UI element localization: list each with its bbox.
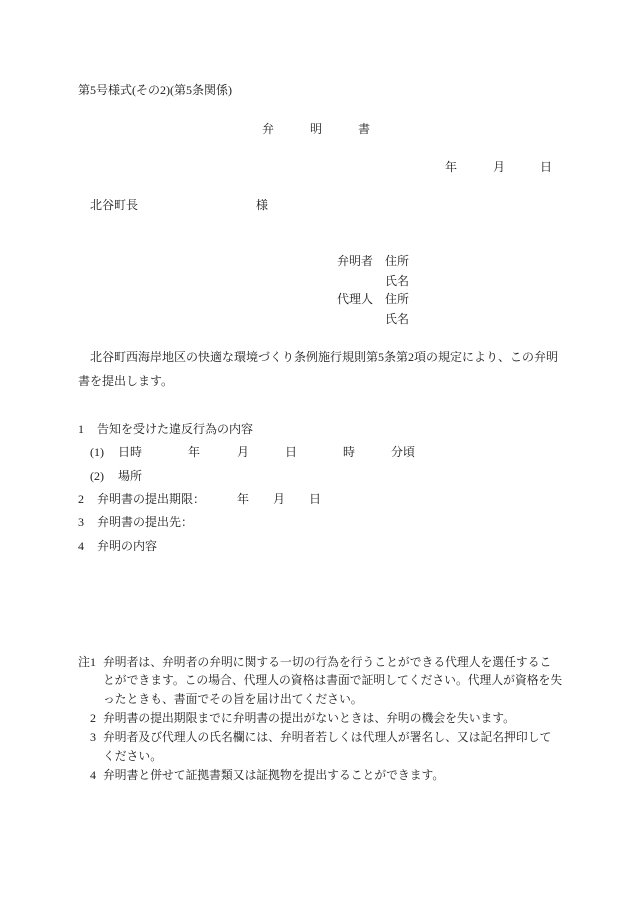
item-label: 弁明の内容: [97, 539, 158, 553]
form-number: 第5号様式(その2)(第5条関係): [78, 83, 232, 97]
item-number: 1: [78, 422, 84, 436]
date-month-label: 月: [493, 160, 506, 174]
agent-address-label: 住所: [385, 292, 410, 306]
subitem-number: (2): [90, 469, 104, 483]
subitem-datetime-label: 日時: [118, 445, 143, 459]
subitem-number: (1): [90, 445, 104, 459]
agent-name-label: 氏名: [385, 312, 410, 326]
datetime-year-label: 年: [188, 445, 201, 459]
applicant-name-label: 氏名: [385, 274, 410, 288]
deadline-month-label: 月: [273, 492, 286, 506]
note-line: とができます。この場合、代理人の資格は書面で証明してください。代理人が資格を失: [103, 673, 563, 687]
applicant-role: 弁明者: [337, 254, 374, 268]
note-number: 3: [90, 730, 96, 744]
document-title: 弁明書: [262, 122, 407, 136]
datetime-minute-label: 分頃: [391, 445, 416, 459]
applicant-address-label: 住所: [385, 254, 410, 268]
item-label: 弁明書の提出期限：: [97, 492, 206, 506]
note-line: 弁明者は、弁明者の弁明に関する一切の行為を行うことができる代理人を選任するこ: [103, 655, 552, 669]
item-label: 告知を受けた違反行為の内容: [97, 422, 254, 436]
subitem-place-label: 場所: [118, 469, 143, 483]
deadline-day-label: 日: [309, 492, 322, 506]
statement-line: 書を提出します。: [78, 374, 174, 388]
statement-line: 北谷町西海岸地区の快適な環境づくり条例施行規則第5条第2項の規定により、この弁明: [90, 350, 559, 364]
addressee-honorific: 様: [256, 198, 269, 212]
note-line: ったときも、書面でその旨を届け出てください。: [103, 692, 363, 706]
datetime-day-label: 日: [285, 445, 298, 459]
date-day-label: 日: [540, 160, 553, 174]
datetime-month-label: 月: [237, 445, 250, 459]
note-line: ください。: [103, 749, 162, 763]
item-number: 4: [78, 539, 84, 553]
agent-role: 代理人: [337, 292, 374, 306]
addressee-name: 北谷町長: [90, 198, 139, 212]
deadline-year-label: 年: [237, 492, 250, 506]
note-number: 2: [90, 711, 96, 725]
note-number: 4: [90, 768, 96, 782]
note-line: 弁明書と併せて証拠書類又は証拠物を提出することができます。: [103, 768, 445, 782]
item-number: 2: [78, 492, 84, 506]
datetime-hour-label: 時: [343, 445, 356, 459]
date-year-label: 年: [445, 160, 458, 174]
item-label: 弁明書の提出先：: [97, 515, 194, 529]
item-number: 3: [78, 515, 84, 529]
note-number: 注1: [78, 655, 97, 669]
note-line: 弁明者及び代理人の氏名欄には、弁明者若しくは代理人が署名し、又は記名押印して: [103, 730, 552, 744]
note-line: 弁明書の提出期限までに弁明書の提出がないときは、弁明の機会を失います。: [103, 711, 515, 725]
